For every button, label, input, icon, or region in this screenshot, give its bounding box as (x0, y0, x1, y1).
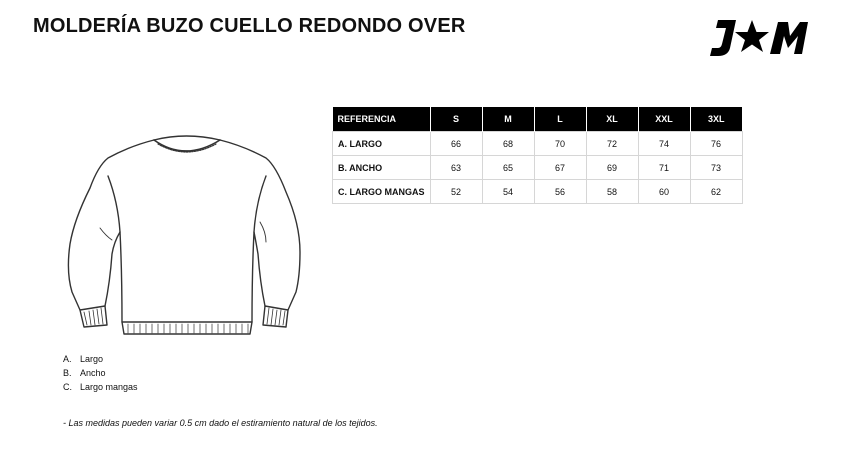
table-cell: 68 (482, 132, 534, 156)
size-table (332, 107, 743, 204)
table-row (333, 156, 743, 180)
sweater-illustration (60, 132, 310, 337)
table-header-row (333, 107, 743, 132)
legend-key: A. (63, 354, 72, 364)
header-referencia: REFERENCIA (333, 107, 431, 132)
table-cell: 65 (482, 156, 534, 180)
table-cell: 69 (586, 156, 638, 180)
table-cell: 66 (430, 132, 482, 156)
header-size: S (430, 107, 482, 132)
legend-item (63, 380, 138, 394)
row-label: A. LARGO (333, 132, 431, 156)
table-cell: 63 (430, 156, 482, 180)
logo-letter-j (710, 20, 736, 56)
legend-key: B. (63, 368, 72, 378)
table-cell: 62 (690, 180, 742, 204)
page-title: MOLDERÍA BUZO CUELLO REDONDO OVER (33, 15, 466, 37)
header-size: M (482, 107, 534, 132)
header-size: 3XL (690, 107, 742, 132)
legend-text: Largo (80, 354, 104, 364)
legend-item (63, 366, 138, 380)
legend-text: Ancho (80, 368, 106, 378)
table-cell: 70 (534, 132, 586, 156)
table-cell: 58 (586, 180, 638, 204)
legend-text: Largo mangas (80, 382, 138, 392)
table-row (333, 180, 743, 204)
table-row (333, 132, 743, 156)
table-cell: 56 (534, 180, 586, 204)
table-cell: 74 (638, 132, 690, 156)
header-size: XL (586, 107, 638, 132)
table-cell: 60 (638, 180, 690, 204)
table-cell: 52 (430, 180, 482, 204)
table-cell: 76 (690, 132, 742, 156)
row-label: B. ANCHO (333, 156, 431, 180)
header-size: XXL (638, 107, 690, 132)
logo-letter-m (770, 22, 808, 54)
table-cell: 54 (482, 180, 534, 204)
row-label: C. LARGO MANGAS (333, 180, 431, 204)
table-cell: 67 (534, 156, 586, 180)
legend-key: C. (63, 382, 72, 392)
legend-item (63, 352, 138, 366)
brand-logo (708, 14, 808, 62)
disclaimer-note: - Las medidas pueden variar 0.5 cm dado el estiramiento natural de los tejidos. (63, 418, 378, 428)
header-size: L (534, 107, 586, 132)
star-icon (735, 20, 769, 52)
table-cell: 72 (586, 132, 638, 156)
table-cell: 73 (690, 156, 742, 180)
measurement-legend (63, 352, 138, 394)
table-cell: 71 (638, 156, 690, 180)
